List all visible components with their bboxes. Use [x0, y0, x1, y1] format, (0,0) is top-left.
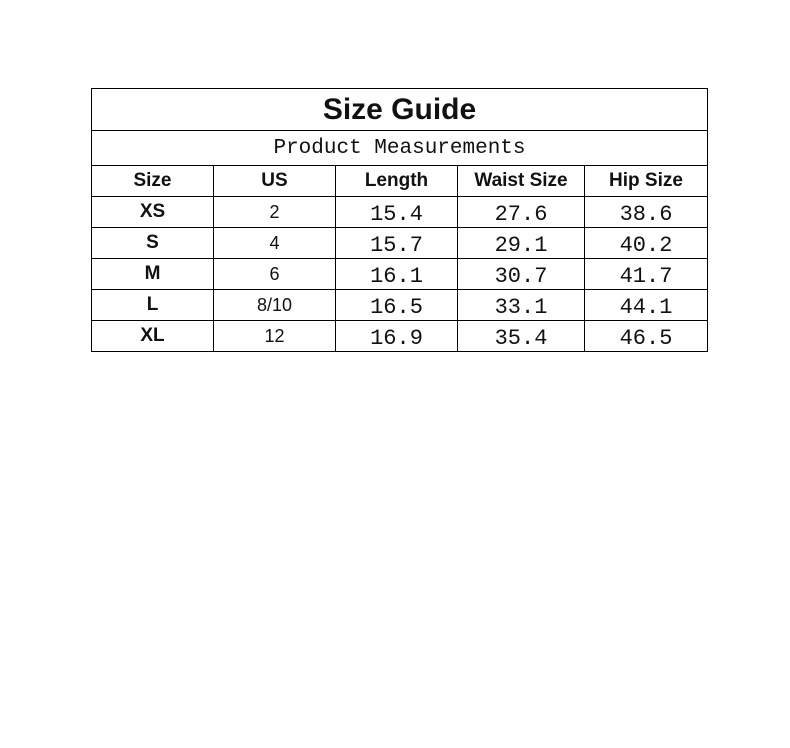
cell-hip-size: 41.7 [585, 259, 708, 290]
table-row [92, 228, 708, 259]
table-row [92, 259, 708, 290]
table-subtitle: Product Measurements [92, 131, 708, 166]
cell-hip-size: 44.1 [585, 290, 708, 321]
cell-waist-size: 29.1 [458, 228, 585, 259]
cell-length: 15.7 [336, 228, 458, 259]
table-title: Size Guide [92, 89, 708, 131]
size-guide-table [91, 88, 708, 352]
cell-waist-size: 27.6 [458, 197, 585, 228]
table-row [92, 197, 708, 228]
cell-length: 16.5 [336, 290, 458, 321]
cell-size: S [92, 228, 214, 259]
cell-waist-size: 35.4 [458, 321, 585, 352]
cell-us: 4 [214, 228, 336, 259]
column-header-hip-size: Hip Size [585, 166, 708, 197]
table-row [92, 321, 708, 352]
cell-size: XS [92, 197, 214, 228]
column-header-waist-size: Waist Size [458, 166, 585, 197]
cell-us: 8/10 [214, 290, 336, 321]
cell-us: 12 [214, 321, 336, 352]
cell-size: XL [92, 321, 214, 352]
column-header-size: Size [92, 166, 214, 197]
cell-waist-size: 30.7 [458, 259, 585, 290]
cell-hip-size: 46.5 [585, 321, 708, 352]
cell-length: 16.1 [336, 259, 458, 290]
cell-us: 2 [214, 197, 336, 228]
column-header-us: US [214, 166, 336, 197]
table-row [92, 290, 708, 321]
cell-hip-size: 38.6 [585, 197, 708, 228]
column-header-length: Length [336, 166, 458, 197]
cell-us: 6 [214, 259, 336, 290]
cell-size: M [92, 259, 214, 290]
cell-length: 15.4 [336, 197, 458, 228]
cell-length: 16.9 [336, 321, 458, 352]
cell-size: L [92, 290, 214, 321]
cell-waist-size: 33.1 [458, 290, 585, 321]
cell-hip-size: 40.2 [585, 228, 708, 259]
